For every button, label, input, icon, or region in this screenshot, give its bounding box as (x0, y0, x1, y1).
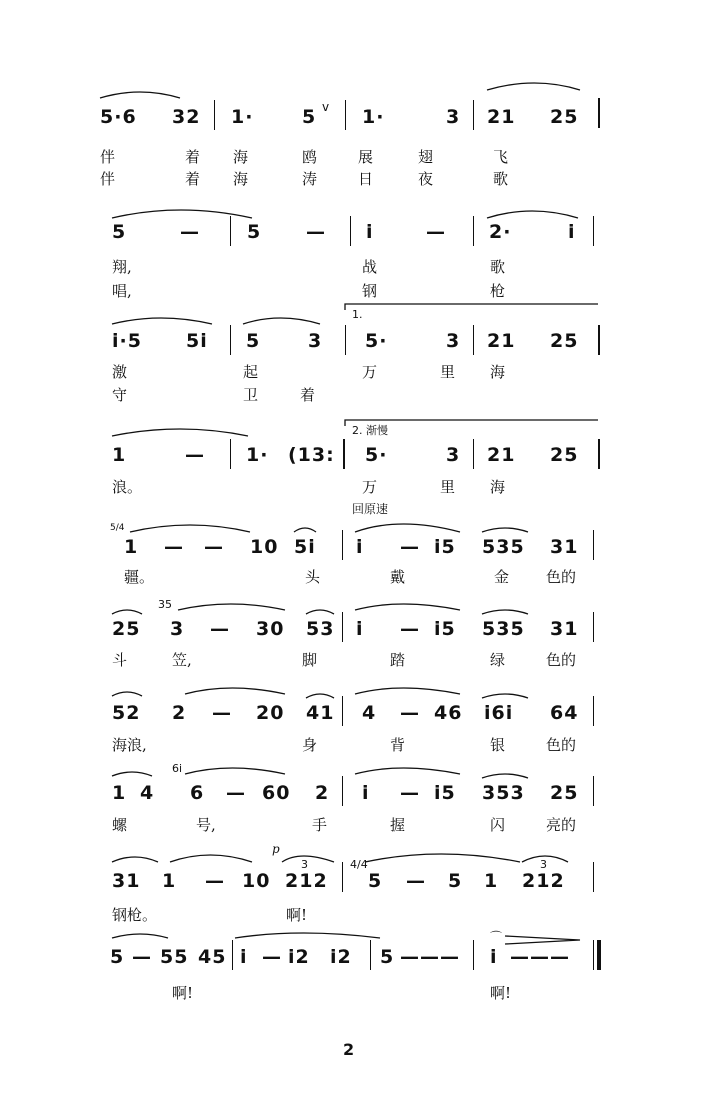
lyric: 守 (112, 386, 128, 404)
note: 5· (365, 330, 388, 352)
lyric: 卫 (243, 386, 259, 404)
note: — (400, 536, 420, 558)
lyric: 闪 (490, 816, 506, 834)
time-signature: 5/4 (110, 523, 125, 533)
lyric: 身 (302, 736, 318, 754)
system-2 (0, 196, 701, 300)
lyric: 日 (358, 170, 374, 188)
lyric: 万 (362, 363, 378, 381)
note: — (426, 221, 446, 243)
note: — (212, 702, 232, 724)
note: — (400, 946, 420, 968)
note: i (568, 221, 576, 243)
lyric: 翔, (112, 258, 132, 276)
system-5 (0, 496, 701, 586)
note: i (490, 946, 498, 968)
note: 60 (262, 782, 291, 804)
barline (343, 439, 345, 469)
note: 5 (448, 870, 463, 892)
lyric: 涛 (302, 170, 318, 188)
barline (342, 612, 343, 642)
note: 2 (172, 702, 187, 724)
note: 6 (190, 782, 205, 804)
note: — (550, 946, 570, 968)
note: 25 (112, 618, 141, 640)
note: 10 (250, 536, 279, 558)
ties-system-6 (0, 596, 701, 636)
note: — (440, 946, 460, 968)
barline (598, 439, 600, 469)
note: 1· (246, 444, 269, 466)
note: 31 (550, 536, 579, 558)
note: — (164, 536, 184, 558)
lyric: 唱, (112, 282, 132, 300)
note: 21 (487, 330, 516, 352)
note: 212 (522, 870, 565, 892)
system-3 (0, 300, 701, 410)
lyric: 踏 (390, 651, 406, 669)
note: 1· (231, 106, 254, 128)
lyric: 背 (390, 736, 406, 754)
lyric: 握 (390, 816, 406, 834)
lyric: 钢枪。 (112, 906, 158, 924)
barline (350, 216, 351, 246)
lyric: 笠, (172, 651, 192, 669)
barline (593, 530, 594, 560)
lyric: 夜 (418, 170, 434, 188)
ties-system-5 (0, 496, 701, 536)
note: — (400, 618, 420, 640)
note: i (240, 946, 248, 968)
note: 30 (256, 618, 285, 640)
ties-system-4 (0, 414, 701, 454)
note: 53 (306, 618, 335, 640)
note: 1 (484, 870, 499, 892)
note: 5 (368, 870, 383, 892)
note: 25 (550, 106, 579, 128)
note: 20 (256, 702, 285, 724)
volta-label: 1. (352, 308, 363, 321)
lyric: 海 (490, 363, 506, 381)
page-number: 2 (343, 1040, 355, 1059)
lyric: 鸥 (302, 148, 318, 166)
note: 31 (112, 870, 141, 892)
lyric: 海 (490, 478, 506, 496)
note: 31 (550, 618, 579, 640)
lyric: 脚 (302, 651, 318, 669)
note: 3 (170, 618, 185, 640)
note: — (180, 221, 200, 243)
lyric: 里 (440, 478, 456, 496)
system-10 (0, 928, 701, 1008)
note: 5 (112, 221, 127, 243)
lyric: 疆。 (124, 568, 155, 586)
lyric: 歌 (490, 258, 506, 276)
lyric: 歌 (493, 170, 509, 188)
system-9 (0, 840, 701, 930)
note: — (406, 870, 426, 892)
note: 64 (550, 702, 579, 724)
note: — (420, 946, 440, 968)
triplet-mark: 3 (540, 858, 547, 871)
lyric: 着 (185, 170, 201, 188)
barline (473, 325, 474, 355)
barline (598, 325, 600, 355)
note: — (205, 870, 225, 892)
lyric: 手 (312, 816, 328, 834)
lyric: 绿 (490, 651, 506, 669)
system-8 (0, 760, 701, 840)
note: 5 (302, 106, 317, 128)
note: 3 (446, 330, 461, 352)
note: — (400, 702, 420, 724)
lyric: 万 (362, 478, 378, 496)
lyric: 海 (233, 148, 249, 166)
note: 41 (306, 702, 335, 724)
lyric: 号, (196, 816, 216, 834)
lyric: 伴 (100, 170, 116, 188)
lyric: 着 (300, 386, 316, 404)
barline (214, 100, 215, 130)
lyric: 金 (494, 568, 510, 586)
note: 2· (489, 221, 512, 243)
note: 3 (446, 444, 461, 466)
barline (342, 530, 343, 560)
ties-system-7 (0, 680, 701, 720)
lyric: 海浪, (112, 736, 147, 754)
note: 4 (362, 702, 377, 724)
note: i (362, 782, 370, 804)
note: — (210, 618, 230, 640)
note: 535 (482, 618, 525, 640)
lyric: 钢 (362, 282, 378, 300)
note: 2 (315, 782, 330, 804)
dynamic-marking: p (272, 842, 280, 856)
barline (230, 216, 231, 246)
note: i (356, 618, 364, 640)
note: i (356, 536, 364, 558)
lyric: 激 (112, 363, 128, 381)
note: i2 (288, 946, 310, 968)
note: i6i (484, 702, 514, 724)
note: 45 (198, 946, 227, 968)
lyric: 战 (362, 258, 378, 276)
barline (230, 439, 231, 469)
note: 52 (112, 702, 141, 724)
note: 1 (124, 536, 139, 558)
lyric: 色的 (546, 651, 577, 669)
note: 1 (162, 870, 177, 892)
lyric: 啊! (172, 984, 194, 1002)
note: — (400, 782, 420, 804)
note: — (204, 536, 224, 558)
barline (342, 776, 343, 806)
barline (342, 862, 343, 892)
note: 1· (362, 106, 385, 128)
note: 5· (365, 444, 388, 466)
note: — (262, 946, 282, 968)
note: 5 (380, 946, 395, 968)
lyric: 螺 (112, 816, 128, 834)
lyric: 展 (358, 148, 374, 166)
barline (473, 940, 474, 970)
barline (473, 100, 474, 130)
note: 5·6 (100, 106, 137, 128)
lyric: 伴 (100, 148, 116, 166)
note: — (306, 221, 326, 243)
barline (342, 696, 343, 726)
note: 353 (482, 782, 525, 804)
note: 3 (446, 106, 461, 128)
lyric: 银 (490, 736, 506, 754)
lyric: 起 (243, 363, 259, 381)
note: i·5 (112, 330, 142, 352)
barline (593, 216, 594, 246)
lyric: 啊! (490, 984, 512, 1002)
barline (345, 100, 346, 130)
grace-note: 6i (172, 762, 183, 775)
note: 5 (246, 330, 261, 352)
barline (598, 98, 600, 128)
system-4 (0, 414, 701, 494)
note: 535 (482, 536, 525, 558)
note: 5i (294, 536, 316, 558)
barline (370, 940, 371, 970)
ties-system-8 (0, 760, 701, 800)
system-6 (0, 596, 701, 676)
lyric: 浪。 (112, 478, 143, 496)
note: i2 (330, 946, 352, 968)
grace-note: 35 (158, 598, 172, 611)
note: — (226, 782, 246, 804)
note: — (132, 946, 152, 968)
note: 1 (112, 782, 127, 804)
lyric: 翅 (418, 148, 434, 166)
system-1 (0, 76, 701, 186)
note: 4 (140, 782, 155, 804)
system-7 (0, 680, 701, 760)
note: i5 (434, 536, 456, 558)
note: 212 (285, 870, 328, 892)
barline (593, 862, 594, 892)
note: 21 (487, 106, 516, 128)
note: 5i (186, 330, 208, 352)
note: 25 (550, 330, 579, 352)
barline (593, 776, 594, 806)
fermata: ⌒ (490, 930, 503, 944)
lyric: 啊! (286, 906, 308, 924)
barline (593, 696, 594, 726)
note: i5 (434, 782, 456, 804)
final-barline-thick (597, 940, 601, 970)
time-signature: 4/4 (350, 858, 368, 871)
lyric: 戴 (390, 568, 406, 586)
volta-label: 2. 渐慢 (352, 424, 388, 437)
lyric: 枪 (490, 282, 506, 300)
note: i (366, 221, 374, 243)
note: 55 (160, 946, 189, 968)
lyric: 亮的 (546, 816, 577, 834)
note: 25 (550, 444, 579, 466)
lyric: 里 (440, 363, 456, 381)
note: 32 (172, 106, 201, 128)
note: 21 (487, 444, 516, 466)
note: — (530, 946, 550, 968)
barline (345, 325, 346, 355)
lyric: 海 (233, 170, 249, 188)
note: 10 (242, 870, 271, 892)
note: 25 (550, 782, 579, 804)
note: 1 (112, 444, 127, 466)
note: 5 (247, 221, 262, 243)
barline (473, 439, 474, 469)
lyric: 斗 (112, 651, 128, 669)
note: 3 (308, 330, 323, 352)
barline (232, 940, 233, 970)
note: (13: (288, 444, 335, 466)
lyric: 头 (305, 568, 321, 586)
lyric: 着 (185, 148, 201, 166)
triplet-mark: 3 (301, 858, 308, 871)
lyric: 色的 (546, 568, 577, 586)
note: i5 (434, 618, 456, 640)
barline (230, 325, 231, 355)
note: 5 (110, 946, 125, 968)
barline (473, 216, 474, 246)
tempo-marking: 回原速 (352, 502, 389, 516)
lyric: 飞 (493, 148, 509, 166)
ties-system-3 (0, 300, 701, 350)
lyric: 色的 (546, 736, 577, 754)
note: — (185, 444, 205, 466)
note: 46 (434, 702, 463, 724)
note: — (510, 946, 530, 968)
final-barline-thin (593, 940, 594, 970)
barline (593, 612, 594, 642)
breath-mark: v (322, 100, 330, 114)
